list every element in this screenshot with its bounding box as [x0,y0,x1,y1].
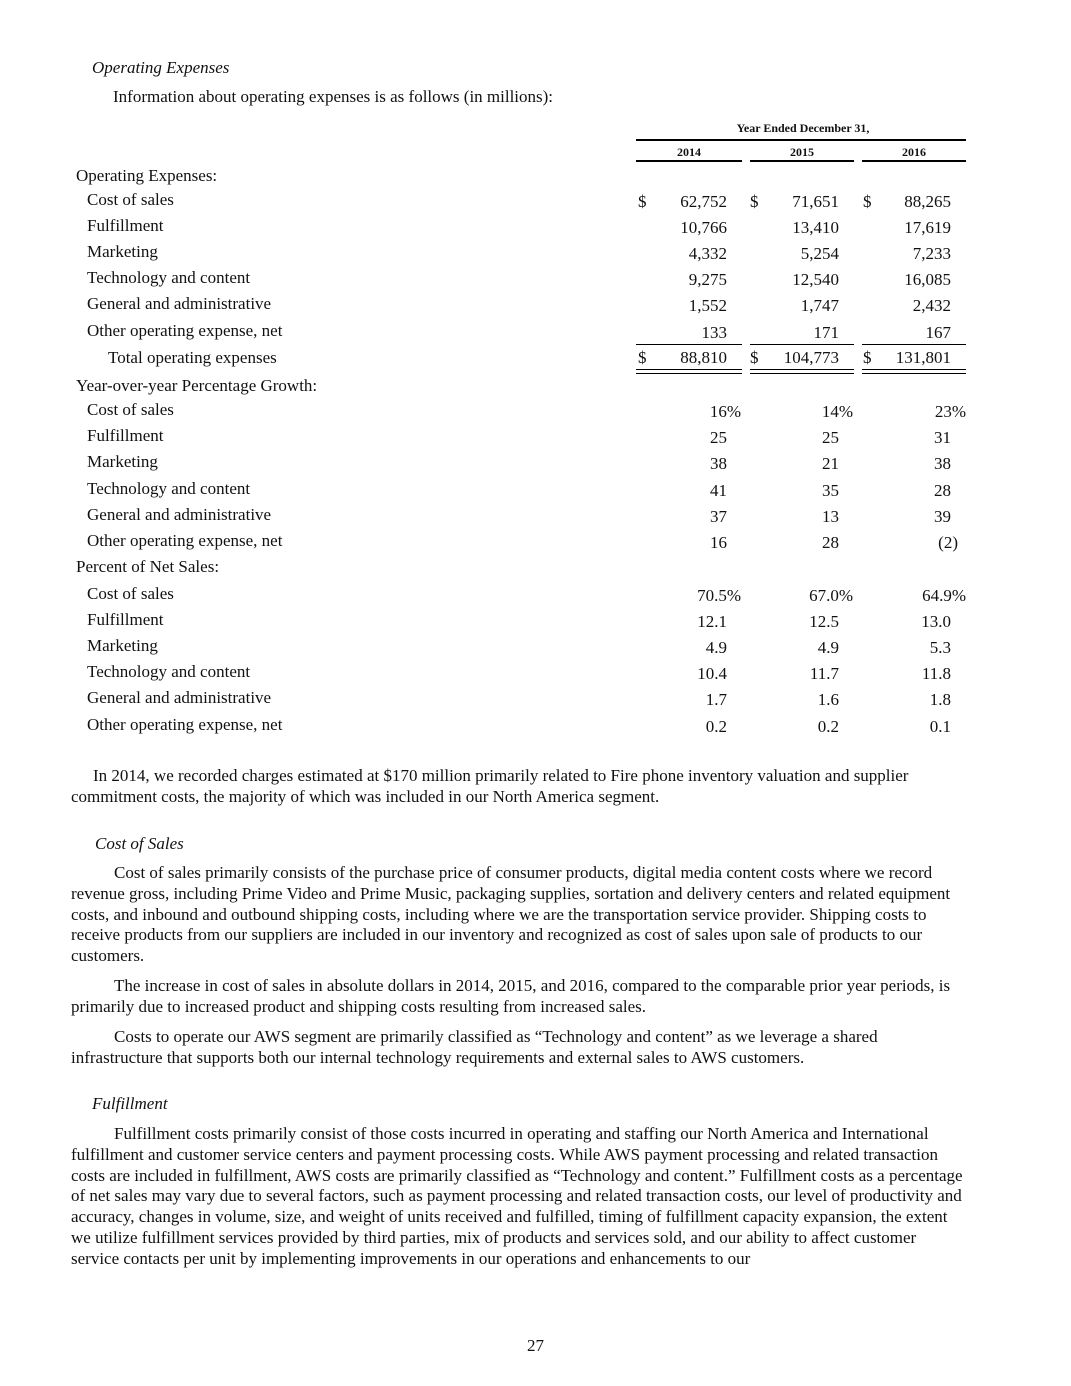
subtotal-rule-2014 [636,344,742,345]
cell-value: 38 [710,454,727,473]
subtotal-rule-2016 [862,344,966,345]
row-label: Other operating expense, net [87,531,283,550]
cell-value: 71,651 [792,192,839,211]
cell-value: 0.2 [817,717,839,736]
row-label: Other operating expense, net [87,715,283,734]
cell-value: (2) [938,533,958,552]
cell-value: 11.8 [921,664,951,683]
year-rule-2014 [636,160,742,162]
row-label: Cost of sales [87,584,174,603]
row-label: Marketing [87,242,158,261]
dollar-sign: $ [863,348,872,367]
cell-value: 1.8 [929,690,951,709]
row-label: General and administrative [87,505,272,524]
dollar-sign: $ [750,192,759,211]
row-label: Cost of sales [87,190,174,209]
group-title-percent-net-sales: Percent of Net Sales: [76,557,220,576]
cost-of-sales-paragraph: Cost of sales primarily consists of the purchase price of consumer products, digital media content costs where we record revenue gross, including Prime Video and Prime Music, packaging supplies, sortation and delivery centers and related equipment costs, and inbound and outbound shipping costs, including where we are the transportation service provider. Shipping costs to receive products from our suppliers are included in our inventory and recognized as cost of sales upon sale of products to our customers. [71,863,951,966]
cell-value: 70.5% [697,586,741,605]
group-title-yoy-growth: Year-over-year Percentage Growth: [76,376,318,395]
row-label: Technology and content [87,479,251,498]
total-double-rule-2014 [636,369,742,374]
note-paragraph: In 2014, we recorded charges estimated at $170 million primarily related to Fire phone inventory valuation and supplier commitment costs, the majority of which was included in our North America segment. [71,766,909,806]
cell-value: 16 [710,533,727,552]
cell-value: 9,275 [688,270,727,289]
cell-value: 88,265 [904,192,951,211]
cell-value: 0.2 [705,717,727,736]
row-label: Technology and content [87,662,251,681]
year-header-2014: 2014 [677,145,701,159]
period-header: Year Ended December 31, [736,121,870,135]
row-label: General and administrative [87,294,272,313]
section-title: Operating Expenses [92,58,230,77]
row-label: Marketing [87,452,158,471]
cost-of-sales-paragraph: Costs to operate our AWS segment are primarily classified as “Technology and content” as we leverage a shared infrastructure that supports both our internal technology requirements and external sales to AWS customers. [71,1027,878,1067]
cell-value: 13,410 [792,218,839,237]
cell-value: 12.1 [697,612,727,631]
cost-of-sales-paragraph: The increase in cost of sales in absolute dollars in 2014, 2015, and 2016, compared to the comparable prior year periods, is primarily due to increased product and shipping costs resulting from increased sales. [71,976,951,1016]
total-value: 104,773 [783,348,839,367]
cell-value: 38 [934,454,951,473]
cell-value: 37 [710,507,727,526]
cost-of-sales-heading: Cost of Sales [95,834,184,853]
cell-value: 12,540 [792,270,839,289]
year-header-2016: 2016 [902,145,926,159]
dollar-sign: $ [638,192,647,211]
total-row-label: Total operating expenses [108,348,277,367]
fulfillment-heading: Fulfillment [92,1094,168,1113]
fulfillment-paragraph: Fulfillment costs primarily consist of those costs incurred in operating and staffing our North America and International fulfillment and customer service centers and payment processing costs. While AWS payment processing and related transaction costs are included in fulfillment, AWS costs are primarily classified as “Technology and content.” Fulfillment costs as a percentage of net sales may vary due to several factors, such as payment processing and related transaction costs, our level of productivity and accuracy, changes in volume, size, and weight of units received and fulfilled, timing of fulfillment capacity expansion, the extent we utilize fulfillment services provided by third parties, mix of products and services sold, and our ability to affect customer service contacts per unit by implementing improvements in our operations and enhancements to our [71,1124,963,1268]
cell-value: 28 [822,533,839,552]
total-double-rule-2016 [862,369,966,374]
subtotal-rule-2015 [750,344,854,345]
group-title-operating-expenses: Operating Expenses: [76,166,218,185]
cell-value: 16% [709,402,741,421]
total-value: 88,810 [680,348,727,367]
cell-value: 35 [822,481,839,500]
total-double-rule-2015 [750,369,854,374]
cell-value: 5.3 [929,638,951,657]
total-value: 131,801 [895,348,951,367]
cell-value: 39 [934,507,951,526]
cell-value: 17,619 [904,218,951,237]
cell-value: 10.4 [697,664,727,683]
dollar-sign: $ [750,348,759,367]
cell-value: 25 [710,428,727,447]
dollar-sign: $ [638,348,647,367]
cell-value: 25 [822,428,839,447]
cell-value: 13.0 [921,612,951,631]
cell-value: 1,747 [800,296,839,315]
year-header-2015: 2015 [790,145,814,159]
cell-value: 23% [934,402,966,421]
cell-value: 11.7 [809,664,839,683]
cell-value: 21 [822,454,839,473]
cell-value: 16,085 [904,270,951,289]
row-label: Marketing [87,636,158,655]
row-label: Fulfillment [87,426,164,445]
cell-value: 31 [934,428,951,447]
cell-value: 12.5 [809,612,839,631]
cell-value: 4,332 [688,244,727,263]
cell-value: 0.1 [929,717,951,736]
row-label: Fulfillment [87,610,164,629]
cell-value: 1.7 [705,690,727,709]
row-label: Technology and content [87,268,251,287]
cell-value: 5,254 [800,244,839,263]
cell-value: 2,432 [912,296,951,315]
cell-value: 64.9% [922,586,966,605]
cell-value: 28 [934,481,951,500]
dollar-sign: $ [863,192,872,211]
row-label: Fulfillment [87,216,164,235]
page-number: 27 [527,1336,544,1355]
cell-value: 167 [925,323,951,342]
row-label: Cost of sales [87,400,174,419]
cell-value: 41 [710,481,727,500]
cell-value: 7,233 [912,244,951,263]
row-label: General and administrative [87,688,272,707]
cell-value: 67.0% [809,586,853,605]
cell-value: 1.6 [817,690,839,709]
cell-value: 4.9 [817,638,839,657]
cell-value: 171 [813,323,839,342]
cell-value: 10,766 [680,218,727,237]
cell-value: 133 [701,323,727,342]
year-rule-2015 [750,160,854,162]
period-header-rule [636,139,966,141]
cell-value: 62,752 [680,192,727,211]
cell-value: 13 [822,507,839,526]
row-label: Other operating expense, net [87,321,283,340]
cell-value: 14% [821,402,853,421]
intro-text: Information about operating expenses is as follows (in millions): [113,87,554,106]
cell-value: 4.9 [705,638,727,657]
year-rule-2016 [862,160,966,162]
cell-value: 1,552 [688,296,727,315]
